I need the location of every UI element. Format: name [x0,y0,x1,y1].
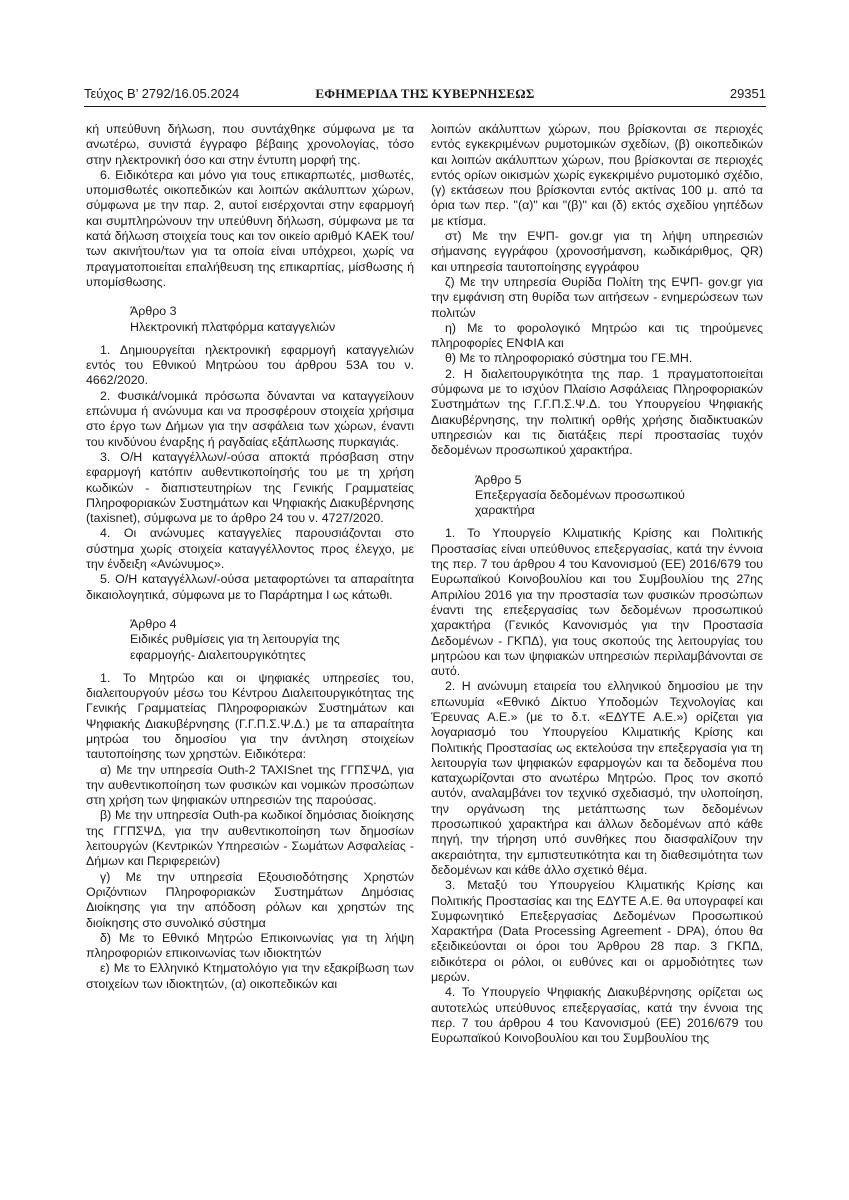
paragraph: 2. Η διαλειτουργικότητα της παρ. 1 πραγματοποιείται σύμφωνα με το ισχύον Πλαίσιο Ασφάλειας Πληροφοριακών Συστημάτων της Γ.Γ.Π.Σ.Ψ.Δ. του Υπουργείου Ψηφιακής Διακυβέρνησης, την πολιτική ορθής χρήσης διαδικτυακών υπηρεσιών και τις διατάξεις περί προστασίας τυχόν δεδομένων προσωπικού χαρακτήρα. [431,366,763,458]
paragraph: κή υπεύθυνη δήλωση, που συντάχθηκε σύμφωνα με τα ανωτέρω, συνιστά έγγραφο βέβαιης χρονολογίας, τόσο στην ηλεκτρονική όσο και στην έντυπη μορφή της. [86,122,414,167]
paragraph: 1. Το Μητρώο και οι ψηφιακές υπηρεσίες του, διαλειτουργούν μέσω του Κέντρου Διαλειτουργικότητας της Γενικής Γραμματείας Πληροφοριακών Συστημάτων και Ψηφιακής Διακυβέρνησης (Γ.Γ.Π.Σ.Ψ.Δ.) με τα απαραίτητα μητρώα του δημοσίου για την άντληση στοιχείων ταυτοποίησης των χρηστών. Ειδικότερα: [86,670,414,762]
list-item: α) Με την υπηρεσία Outh-2 TAXISnet της ΓΓΠΣΨΔ, για την αυθεντικοποίηση των φυσικών και νομικών προσώπων στη χρήση των ψηφιακών υπηρεσιών της παρούσας. [86,762,414,808]
left-column [86,122,414,992]
article-subtitle: χαρακτήρα [475,503,535,518]
list-item: η) Με το φορολογικό Μητρώο και τις τηρούμενες πληροφορίες ΕΝΦΙΑ και [431,320,763,351]
paragraph: 6. Ειδικότερα και μόνο για τους επικαρπωτές, μισθωτές, υπομισθωτές οικοπεδικών και λοιπών ακάλυπτων χώρων, σύμφωνα με την παρ. 2, αυτοί εισέρχονται στην εφαρμογή και συμπληρώνουν την υπεύθυνη δήλωση, σύμφωνα με τα κατά δήλωση στοιχεία τους και τον οικείο αριθμό ΚΑΕΚ του/των ακινήτου/των για τα οποία είναι υπόχρεοι, χωρίς να πραγματοποιείται επαλήθευση της επικαρπίας, μίσθωσης ή υπομίσθωσης. [86,167,414,289]
issue-reference: Τεύχος B’ 2792/16.05.2024 [84,86,240,101]
article-subtitle: Επεξεργασία δεδομένων προσωπικού [475,487,685,502]
article-subtitle: Ειδικές ρυθμίσεις για τη λειτουργία της [130,632,340,647]
paragraph: 5. Ο/Η καταγγέλλων/-ούσα μεταφορτώνει τα απαραίτητα δικαιολογητικά, σύμφωνα με το Παράρτημα Ι ως κάτωθι. [86,572,414,602]
article-title: Άρθρο 4 [130,616,177,631]
paragraph: λοιπών ακάλυπτων χώρων, που βρίσκονται σε περιοχές εντός εγκεκριμένων ρυμοτομικών σχεδίων, (β) οικοπεδικών και λοιπών ακάλυπτων χώρων, που βρίσκονται σε περιοχές εντός ορίων οικισμών χωρίς εγκεκριμένο ρυμοτομικό σχέδιο, (γ) εκτάσεων που βρίσκονται εντός ακτίνας 100 μ. από τα όρια των περ. "(α)" και "(β)" και (δ) εκτός σχεδίου γηπέδων με κτίσμα. [431,122,763,228]
article-3-heading [86,304,414,335]
article-title: Άρθρο 5 [475,472,522,487]
article-title: Άρθρο 3 [130,304,177,319]
paragraph: 2. Φυσικά/νομικά πρόσωπα δύνανται να καταγγείλουν επώνυμα ή ανώνυμα και να προσφέρουν στοιχεία χρήσιμα στο έργο των Δήμων για την ασφάλεια των χώρων, έναντι του κινδύνου έναρξης ή ραγδαίας εξάπλωσης πυρκαγιάς. [86,388,414,449]
paragraph: 2. Η ανώνυμη εταιρεία του ελληνικού δημοσίου με την επωνυμία «Εθνικό Δίκτυο Υποδομών Τεχνολογίας και Έρευνας Α.Ε.» (με το δ.τ. «ΕΔΥΤΕ Α.Ε.») ορίζεται για λογαριασμό του Υπουργείου Κλιματικής Κρίσης και Πολιτικής Προστασίας ως εκτελούσα την επεξεργασία για τη λειτουργία των ψηφιακών εφαρμογών και τα δεδομένα που καταχωρίζονται στο ανωτέρω Μητρώο. Προς τον σκοπό αυτόν, αναλαμβάνει τον τεχνικό σχεδιασμό, την υλοποίηση, την οργάνωση της μετάπτωσης των δεδομένων προσωπικού χαρακτήρα και άλλων δεδομένων από κάθε πηγή, την τήρηση υπό συνθήκες που διασφαλίζουν την ακεραιότητα, την εμπιστευτικότητα και τη διαθεσιμότητα των δεδομένων και κάθε άλλο σχετικό θέμα. [431,679,763,877]
paragraph: 4. Το Υπουργείο Ψηφιακής Διακυβέρνησης ορίζεται ως αυτοτελώς υπεύθυνος επεξεργασίας, κατά την έννοια της περ. 7 του άρθρου 4 του Κανονισμού (ΕΕ) 2016/679 του Ευρωπαϊκού Κοινοβουλίου και του Συμβουλίου της [431,985,763,1046]
list-item: γ) Με την υπηρεσία Εξουσιοδότησης Χρηστών Οριζόντιων Πληροφοριακών Συστημάτων Δημόσιας Διοίκησης για την απόδοση ρόλων και χρηστών της διοίκησης στο συνολικό σύστημα [86,869,414,930]
article-subtitle: Ηλεκτρονική πλατφόρμα καταγγελιών [130,319,336,334]
list-item: στ) Με την ΕΨΠ- gov.gr για τη λήψη υπηρεσιών σήμανσης εγγράφου (χρονοσήμανση, κωδικάριθμος, QR) και υπηρεσία ταυτοποίησης εγγράφου [431,229,763,274]
paragraph: 4. Οι ανώνυμες καταγγελίες παρουσιάζονται στο σύστημα χωρίς στοιχεία καταγγέλλοντος προς έλεγχο, με την ένδειξη «Ανώνυμος». [86,526,414,572]
article-4-heading [86,617,414,663]
list-item: ε) Με το Ελληνικό Κτηματολόγιο για την εξακρίβωση των στοιχείων των ιδιοκτητών, (α) οικοπεδικών και [86,961,414,991]
page-number: 29351 [729,86,766,101]
gazette-title: ΕΦΗΜΕΡΙΔΑ ΤΗΣ ΚΥΒΕΡΝΗΣΕΩΣ [315,86,535,101]
list-item: θ) Με το πληροφοριακό σύστημα του ΓΕ.ΜΗ. [445,351,693,366]
list-item: β) Με την υπηρεσία Outh-pa κωδικοί δημόσιας διοίκησης της ΓΓΠΣΨΔ, για την αυθεντικοποίηση των δημοσίων λειτουργών (Κεντρικών Υπηρεσιών - Σωμάτων Ασφαλείας - Δήμων και Περιφερειών) [86,808,414,869]
page-header [84,83,766,105]
article-subtitle: εφαρμογής- Διαλειτουργικότητες [130,647,306,662]
header-divider [84,106,766,107]
paragraph: 1. Δημιουργείται ηλεκτρονική εφαρμογή καταγγελιών εντός του Εθνικού Μητρώου του άρθρου 53Α του ν. 4662/2020. [86,342,414,388]
paragraph: 1. Το Υπουργείο Κλιματικής Κρίσης και Πολιτικής Προστασίας είναι υπεύθυνος επεξεργασίας, κατά την έννοια της περ. 7 του άρθρου 4 του Κανονισμού (ΕΕ) 2016/679 του Ευρωπαϊκού Κοινοβουλίου και του Συμβουλίου της 27ης Απριλίου 2016 για την προστασία των φυσικών προσώπων έναντι της επεξεργασίας των δεδομένων προσωπικού χαρακτήρα (Γενικός Κανονισμός για την Προστασία Δεδομένων - ΓΚΠΔ), για τους σκοπούς της λειτουργίας του μητρώου και των ψηφιακών υπηρεσιών περιλαμβάνονται σε αυτό. [431,526,763,679]
paragraph: 3. Μεταξύ του Υπουργείου Κλιματικής Κρίσης και Πολιτικής Προστασίας και της ΕΔΥΤΕ Α.Ε. θα υπογραφεί και Συμφωνητικό Επεξεργασίας Δεδομένων Προσωπικού Χαρακτήρα (Data Processing Agreement - DPA), όπου θα εξειδικεύονται οι όροι του Άρθρου 28 παρ. 3 ΓΚΠΔ, ειδικότερα οι ρόλοι, οι ευθύνες και οι αρμοδιότητες των μερών. [431,878,763,985]
right-column [431,122,763,1047]
paragraph: 3. Ο/Η καταγγέλλων/-ούσα αποκτά πρόσβαση στην εφαρμογή κατόπιν αυθεντικοποίησής του με τη χρήση κωδικών - διαπιστευτηρίων της Γενικής Γραμματείας Πληροφοριακών Συστημάτων και Ψηφιακής Διακυβέρνησης (taxisnet), σύμφωνα με το άρθρο 24 του ν. 4727/2020. [86,449,414,526]
list-item: δ) Με το Εθνικό Μητρώο Επικοινωνίας για τη λήψη πληροφοριών επικοινωνίας των ιδιοκτητών [86,930,414,961]
list-item: ζ) Με την υπηρεσία Θυρίδα Πολίτη της ΕΨΠ- gov.gr για την εμφάνιση στη θυρίδα των αιτήσεων - ενημερώσεων των πολιτών [431,274,763,320]
article-5-heading [431,473,763,519]
